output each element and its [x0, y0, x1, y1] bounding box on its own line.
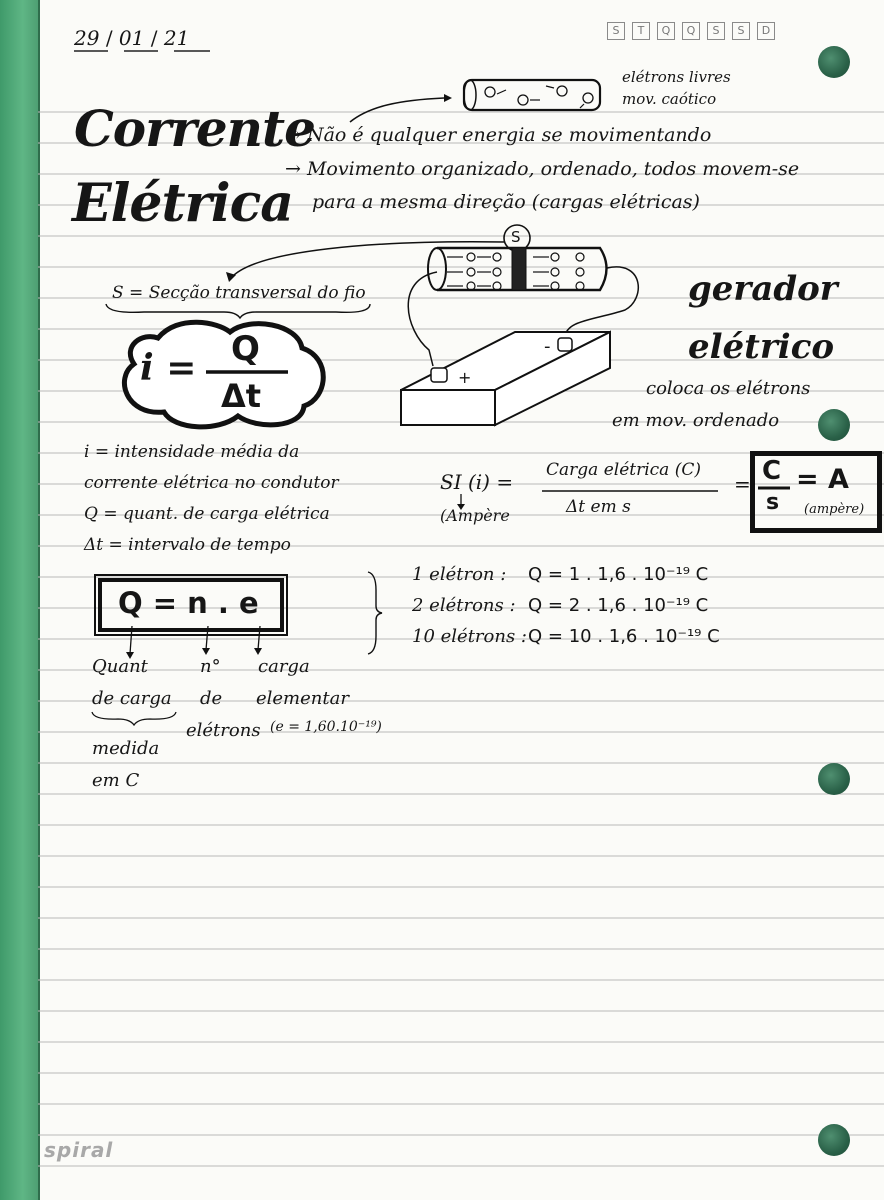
electron-count-label-line-3: elétrons [186, 720, 261, 741]
si-equals: = [734, 472, 751, 496]
weekday-box: T [632, 22, 650, 40]
measure-label-line-1: medida [92, 738, 160, 759]
weekday-box: Q [682, 22, 700, 40]
free-electrons-label: elétrons livres [622, 68, 731, 86]
electron-count-label-line-2: de [200, 688, 223, 709]
title-line-2: Elétrica [72, 173, 293, 234]
binder-hole-icon [818, 763, 850, 795]
formula-lhs: i = [140, 347, 197, 389]
example-2-expression: Q = 2 . 1,6 . 10⁻¹⁹ C [528, 595, 709, 616]
binder-hole-icon [818, 46, 850, 78]
date: 29 / 01 / 21 [74, 26, 190, 50]
definition-line-3: para a mesma direção (cargas elétricas) [312, 191, 700, 213]
binder-hole-icon [818, 1124, 850, 1156]
date-underline [74, 50, 214, 54]
legend-i-line-1: i = intensidade média da [84, 442, 300, 462]
section-s-label: S [511, 228, 521, 246]
formula-denominator: Δt [221, 377, 262, 415]
date-year: 21 [163, 26, 190, 50]
weekday-box: D [757, 22, 775, 40]
generator-desc-line-2: em mov. ordenado [612, 410, 780, 431]
generator-title-line-1: gerador [688, 269, 838, 309]
example-3-label: 10 elétrons : [412, 626, 527, 647]
example-2-label: 2 elétrons : [412, 595, 516, 616]
negative-terminal-label: - [544, 336, 551, 357]
example-3-expression: Q = 10 . 1,6 . 10⁻¹⁹ C [528, 626, 720, 647]
positive-terminal-label: + [458, 368, 472, 387]
si-fraction-denominator: Δt em s [566, 497, 631, 517]
si-fraction-numerator: Carga elétrica (C) [546, 460, 701, 480]
legend-q: Q = quant. de carga elétrica [84, 504, 330, 524]
legend-dt: Δt = intervalo de tempo [84, 535, 291, 555]
si-lhs: SI (i) = [440, 470, 514, 494]
weekday-box: Q [657, 22, 675, 40]
charge-formula: Q = n . e [118, 586, 259, 620]
weekday-box: S [732, 22, 750, 40]
chaotic-motion-label: mov. caótico [622, 90, 717, 108]
si-box-note: (ampère) [804, 502, 865, 517]
definition-line-2: → Movimento organizado, ordenado, todos movem-se [285, 158, 800, 180]
example-1-label: 1 elétron : [412, 564, 507, 585]
quantity-label-line-1: Quant [92, 656, 148, 677]
legend-i-line-2: corrente elétrica no condutor [84, 473, 339, 493]
si-box-numerator: C [762, 456, 782, 486]
date-day: 29 [74, 26, 100, 50]
electron-count-label-line-1: n° [200, 656, 221, 677]
elementary-charge-value: (e = 1,60.10⁻¹⁹) [270, 719, 382, 735]
si-box-result: = A [796, 464, 849, 495]
charge-formula-arrows [120, 626, 280, 660]
weekday-selector [607, 22, 775, 40]
page-margin-strip [0, 0, 38, 1200]
title-line-1: Corrente [74, 99, 315, 158]
examples-brace [366, 570, 386, 656]
generator-title-line-2: elétrico [688, 327, 835, 367]
quantity-label-line-2: de carga [92, 688, 172, 709]
binder-hole-icon [818, 409, 850, 441]
elementary-charge-label-line-2: elementar [256, 688, 349, 709]
date-month: 01 [118, 26, 145, 50]
formula-numerator: Q [231, 329, 260, 369]
si-fraction-bar [542, 489, 722, 493]
generator-desc-line-1: coloca os elétrons [646, 378, 811, 399]
si-ampere-label: (Ampère [440, 506, 510, 525]
example-1-expression: Q = 1 . 1,6 . 10⁻¹⁹ C [528, 564, 709, 585]
elementary-charge-label-line-1: carga [258, 656, 310, 677]
weekday-box: S [607, 22, 625, 40]
si-box-denominator: s [766, 490, 780, 515]
definition-line-1: → Não é qualquer energia se movimentando [285, 124, 712, 146]
measure-label-line-2: em C [92, 770, 140, 791]
notebook-brand-logo: spiral [44, 1138, 114, 1162]
weekday-box: S [707, 22, 725, 40]
section-definition: S = Secção transversal do fio [112, 283, 366, 303]
quantity-brace [90, 710, 180, 726]
